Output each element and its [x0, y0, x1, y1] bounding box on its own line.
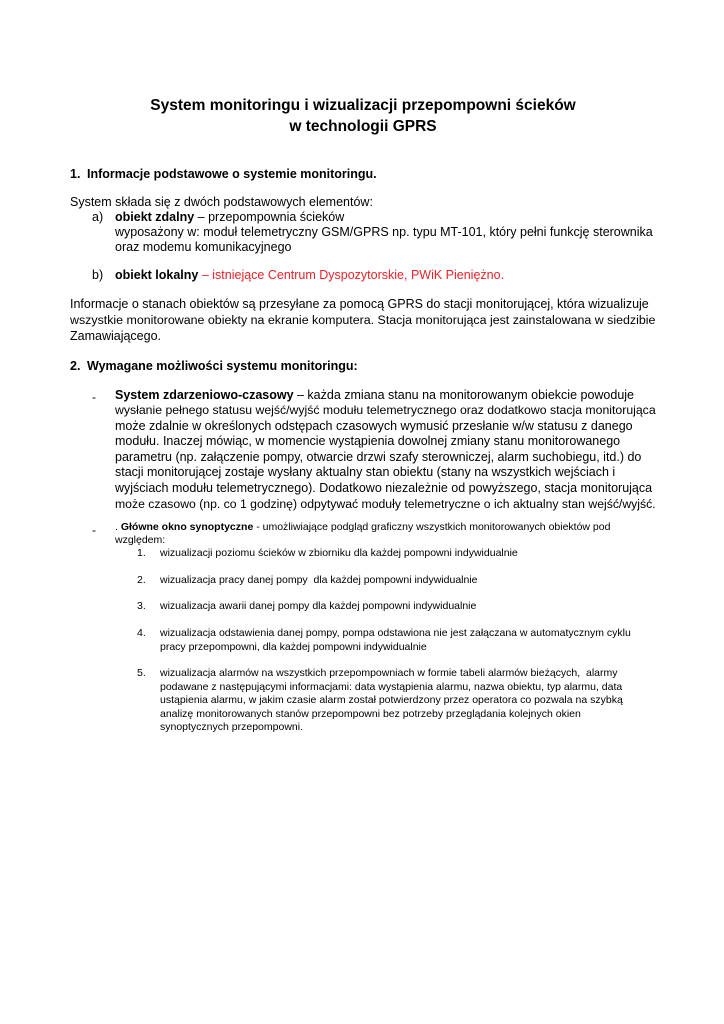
bullet-1-line-4: modułu. Inaczej mówiąc, w momencie wystąpienia dowolnej zmiany stanu monitorowanego: [115, 434, 621, 448]
section-1-paragraph-line-1: Informacje o stanach obiektów są przesyłane za pomocą GPRS do stacji monitorującej, która wizualizuje: [70, 297, 649, 311]
section-1-heading: [70, 166, 377, 182]
list-item-4-line-2: pracy przepompowni, dla każdej pompowni indywidualnie: [160, 641, 427, 653]
bullet-1-dash: -: [92, 390, 96, 404]
item-a-letter: a): [92, 210, 104, 224]
section-1-paragraph-line-3: Zamawiającego.: [70, 329, 162, 343]
item-b-letter: b): [92, 268, 104, 282]
list-item-2-number: 2.: [137, 574, 146, 586]
item-b-bold: obiekt lokalny: [115, 268, 199, 282]
item-a-bold: obiekt zdalny: [115, 210, 195, 224]
list-item-5-line-3: ustąpienia alarmu, w jakim czasie alarm został potwierdzony przez operatora co pozwala na szybką: [160, 694, 623, 706]
bullet-2-dash: -: [92, 523, 96, 537]
list-item-1-number: 1.: [137, 547, 146, 559]
item-a-description-line-1: wyposażony w: moduł telemetryczny GSM/GPRS np. typu MT-101, który pełni funkcję sterownika: [115, 225, 653, 239]
bullet-2-bold: Główne okno synoptyczne: [120, 521, 254, 533]
list-item-5-number: 5.: [137, 667, 146, 679]
item-b-title: [115, 268, 504, 284]
bullet-1-line-2: wysłanie pełnego statusu wejść/wyjść modułu telemetrycznego oraz dodatkowo stacja monitorująca: [115, 403, 656, 417]
section-2-heading-text: Wymagane możliwości systemu monitoringu:: [87, 359, 358, 373]
section-1-number: 1.: [70, 167, 81, 181]
section-2-heading: [70, 358, 358, 374]
bullet-2-first-line: [115, 521, 610, 535]
bullet-2-line-2: względem:: [115, 534, 166, 546]
section-2-number: 2.: [70, 359, 81, 373]
bullet-1-line-5: parametru (np. załączenie pompy, otwarcie drzwi szafy sterowniczej, alarm suchobiegu, itd.) do: [115, 450, 642, 464]
list-item-5-line-1: wizualizacja alarmów na wszystkich przepompowniach w formie tabeli alarmów bieżących, alarmy: [160, 667, 618, 679]
bullet-1-line-3: może zdalnie w określonych odstępach czasowych wymusić przesłanie w/w statusu z danego: [115, 419, 633, 433]
list-item-4-number: 4.: [137, 627, 146, 639]
list-item-5-line-2: podawane z następującymi informacjami: data wystąpienia alarmu, nazwa obiektu, typ alarmu, data: [160, 681, 623, 693]
list-item-3-line-1: wizualizacja awarii danej pompy dla każdej pompowni indywidualnie: [160, 600, 477, 612]
bullet-1-line-7: wyjściach modułu telemetrycznego). Dodatkowo niezależnie od powyższego, stacja monitorująca: [115, 481, 653, 495]
list-item-1-line-1: wizualizacji poziomu ścieków w zbiorniku dla każdej pompowni indywidualnie: [160, 547, 518, 559]
section-1-heading-text: Informacje podstawowe o systemie monitoringu.: [87, 167, 377, 181]
item-a-description-line-2: oraz modemu komunikacyjnego: [115, 240, 292, 254]
list-item-4-line-1: wizualizacja odstawienia danej pompy, pompa odstawiona nie jest załączana w automatycznym cyklu: [160, 627, 631, 639]
item-a-title: [115, 210, 344, 226]
bullet-2-first-rest: - umożliwiające podgląd graficzny wszystkich monitorowanych obiektów pod: [253, 521, 611, 533]
item-a-rest: – przepompownia ścieków: [194, 210, 345, 224]
bullet-1-first-rest: – każda zmiana stanu na monitorowanym obiekcie powoduje: [293, 388, 635, 402]
list-item-5-line-4: analizę monitorowanych stanów przepompowni bez potrzeby przeglądania kolejnych okien: [160, 708, 581, 720]
item-b-rest: – istniejące Centrum Dyspozytorskie, PWiK Pieniężno.: [198, 268, 505, 282]
document-title-line-1: System monitoringu i wizualizacji przepompowni ścieków: [150, 97, 576, 114]
bullet-1-line-6: stacji monitorującej zostaje wysłany aktualny stan obiektu (stany na wszystkich wejściach i: [115, 465, 616, 479]
bullet-1-line-8: może czasowo (np. co 1 godzinę) odpytywać moduły telemetryczne o ich aktualny stan wejść/wyjść.: [115, 497, 656, 511]
section-1-intro: System składa się z dwóch podstawowych elementów:: [70, 195, 373, 209]
list-item-3-number: 3.: [137, 600, 146, 612]
list-item-2-line-1: wizualizacja pracy danej pompy dla każdej pompowni indywidualnie: [160, 574, 478, 586]
bullet-1-first-line: [115, 388, 634, 404]
list-item-5-line-5: synoptycznych przepompowni.: [160, 721, 303, 733]
document-title-line-2: w technologii GPRS: [289, 118, 437, 135]
section-1-paragraph-line-2: wszystkie monitorowane obiekty na ekranie komputera. Stacja monitorująca jest zainstalowana w siedzibie: [70, 313, 656, 327]
bullet-2-prefix: .: [115, 521, 121, 533]
bullet-1-bold: System zdarzeniowo-czasowy: [115, 388, 294, 402]
